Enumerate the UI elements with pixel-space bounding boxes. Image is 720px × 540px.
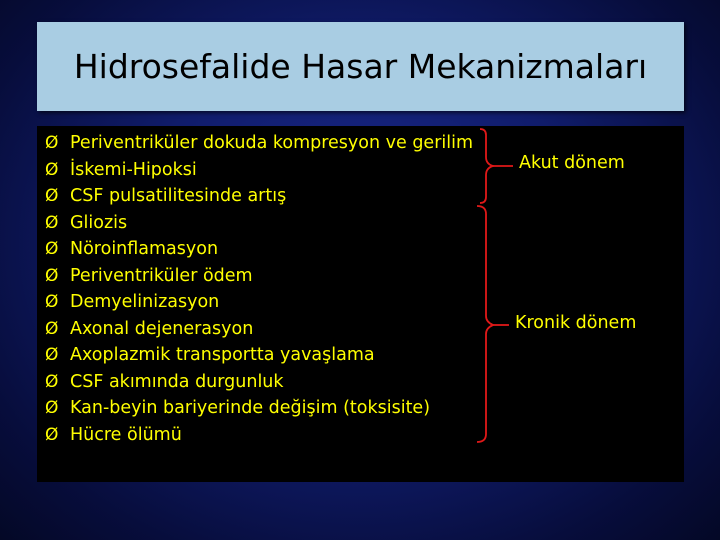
list-item bbox=[45, 289, 473, 316]
list-item-text: CSF akımında durgunluk bbox=[70, 371, 284, 392]
chronic-bracket bbox=[477, 206, 493, 442]
list-item-text: CSF pulsatilitesinde artış bbox=[70, 186, 287, 207]
list-item bbox=[45, 422, 473, 449]
list-item bbox=[45, 369, 473, 396]
arrow-bullet-icon: Ø bbox=[45, 265, 59, 286]
arrow-bullet-icon: Ø bbox=[45, 212, 59, 233]
arrow-bullet-icon: Ø bbox=[45, 398, 59, 419]
list-item-text: Axoplazmik transportta yavaşlama bbox=[70, 345, 375, 366]
arrow-bullet-icon: Ø bbox=[45, 371, 59, 392]
arrow-bullet-icon: Ø bbox=[45, 239, 59, 260]
arrow-bullet-icon: Ø bbox=[45, 318, 59, 339]
list-item bbox=[45, 316, 473, 343]
list-item-text: Hücre ölümü bbox=[70, 424, 182, 445]
list-item bbox=[45, 183, 473, 210]
list-item bbox=[45, 263, 473, 290]
arrow-bullet-icon: Ø bbox=[45, 424, 59, 445]
arrow-bullet-icon: Ø bbox=[45, 292, 59, 313]
title-box bbox=[37, 22, 684, 111]
arrow-bullet-icon: Ø bbox=[45, 133, 59, 154]
list-item-text: Kan-beyin bariyerinde değişim (toksisite) bbox=[70, 398, 431, 419]
list-item-text: Demyelinizasyon bbox=[70, 292, 220, 313]
list-item bbox=[45, 210, 473, 237]
acute-bracket bbox=[480, 129, 493, 203]
arrow-bullet-icon: Ø bbox=[45, 345, 59, 366]
arrow-bullet-icon: Ø bbox=[45, 186, 59, 207]
list-item bbox=[45, 342, 473, 369]
bullet-list bbox=[45, 130, 473, 448]
arrow-bullet-icon: Ø bbox=[45, 159, 59, 180]
acute-phase-label: Akut dönem bbox=[519, 153, 625, 173]
list-item-text: Axonal dejenerasyon bbox=[70, 318, 254, 339]
content-box bbox=[37, 126, 684, 482]
list-item bbox=[45, 236, 473, 263]
chronic-phase-label: Kronik dönem bbox=[515, 313, 637, 333]
list-item-text: Nöroinflamasyon bbox=[70, 239, 219, 260]
list-item-text: Periventriküler dokuda kompresyon ve gerilim bbox=[70, 133, 474, 154]
list-item bbox=[45, 157, 473, 184]
list-item-text: Gliozis bbox=[70, 212, 128, 233]
slide-title: Hidrosefalide Hasar Mekanizmaları bbox=[73, 47, 648, 86]
list-item bbox=[45, 130, 473, 157]
list-item bbox=[45, 395, 473, 422]
list-item-text: Periventriküler ödem bbox=[70, 265, 253, 286]
list-item-text: İskemi-Hipoksi bbox=[70, 159, 197, 180]
